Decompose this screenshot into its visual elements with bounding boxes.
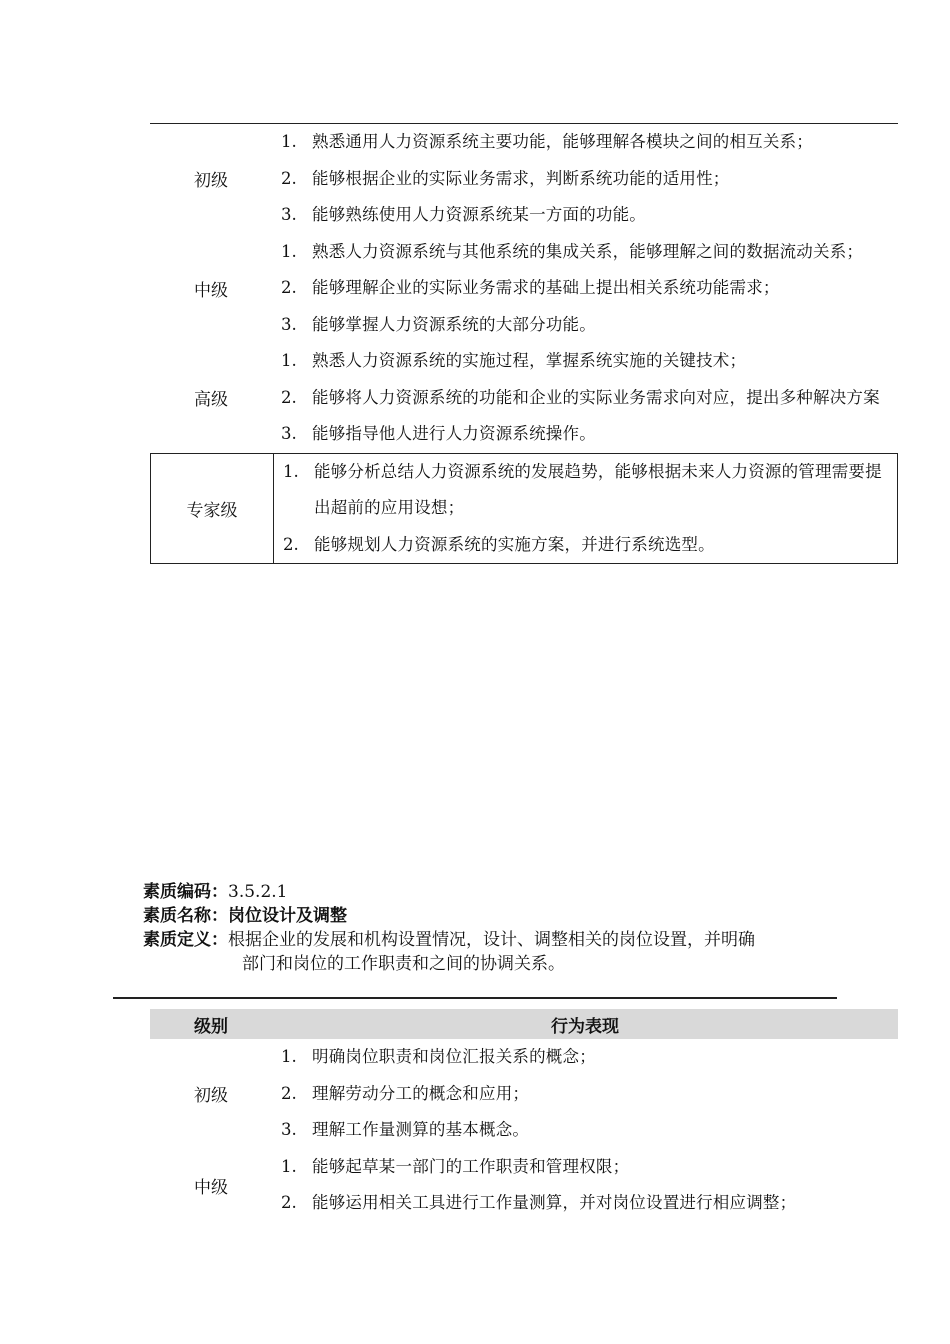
header-behavior: 行为表现 [551,1016,619,1037]
behavior-cell [274,454,897,564]
table-row [150,343,898,453]
behavior-table-top [150,123,898,564]
table-row [150,124,898,234]
competency-name: 素质名称： 岗位设计及调整 [143,906,347,926]
level-cell: 中级 [194,280,228,301]
header-level: 级别 [194,1016,228,1037]
list-item: 2. 能够根据企业的实际业务需求，判断系统功能的适用性； [281,168,730,188]
table-row-expert [150,453,898,565]
competency-definition [143,880,843,976]
list-item: 3. 理解工作量测算的基本概念。 [281,1120,530,1139]
table-row [150,1039,898,1149]
list-item: 1. 熟悉通用人力资源系统主要功能，能够理解各模块之间的相互关系； [281,132,813,151]
level-cell: 初级 [194,171,228,192]
list-item: 2. 能够规划人力资源系统的实施方案，并进行系统选型。 [283,534,715,554]
behavior-cell [272,234,898,344]
competency-def: 素质定义： 根据企业的发展和机构设置情况，设计、调整相关的岗位设置，并明确 [143,930,755,950]
list-item: 1. 熟悉人力资源系统的实施过程，掌握系统实施的关键技术； [281,351,747,370]
competency-def-continued: 部门和岗位的工作职责和之间的协调关系。 [242,954,565,974]
list-item: 3. 能够指导他人进行人力资源系统操作。 [281,424,596,443]
table-header [150,1009,898,1039]
behavior-cell [272,1039,898,1149]
list-item: 2. 能够运用相关工具进行工作量测算，并对岗位设置进行相应调整； [281,1193,797,1212]
list-item: 1. 能够分析总结人力资源系统的发展趋势，能够根据未来人力资源的管理需要提出超前的应用设想； [283,461,882,517]
list-item: 3. 能够掌握人力资源系统的大部分功能。 [281,314,596,334]
level-cell: 中级 [194,1177,228,1198]
list-item: 2. 能够理解企业的实际业务需求的基础上提出相关系统功能需求； [281,278,780,297]
behavior-cell [272,343,898,453]
section-divider [113,997,837,999]
behavior-cell [272,124,898,234]
list-item: 1. 能够起草某一部门的工作职责和管理权限； [281,1156,630,1176]
table-row [150,1149,898,1222]
list-item: 1. 熟悉人力资源系统与其他系统的集成关系，能够理解之间的数据流动关系； [281,241,864,261]
level-cell: 高级 [194,390,228,411]
list-item: 1. 明确岗位职责和岗位汇报关系的概念； [281,1047,596,1066]
behavior-cell [272,1149,898,1222]
list-item: 2. 能够将人力资源系统的功能和企业的实际业务需求向对应，提出多种解决方案 [281,387,880,407]
list-item: 3. 能够熟练使用人力资源系统某一方面的功能。 [281,205,646,224]
behavior-table-bottom [150,1009,898,1222]
level-cell: 专家级 [151,454,274,564]
list-item: 2. 理解劳动分工的概念和应用； [281,1083,530,1103]
competency-code: 素质编码： 3.5.2.1 [143,882,288,902]
level-cell: 初级 [194,1086,228,1107]
table-row [150,234,898,344]
